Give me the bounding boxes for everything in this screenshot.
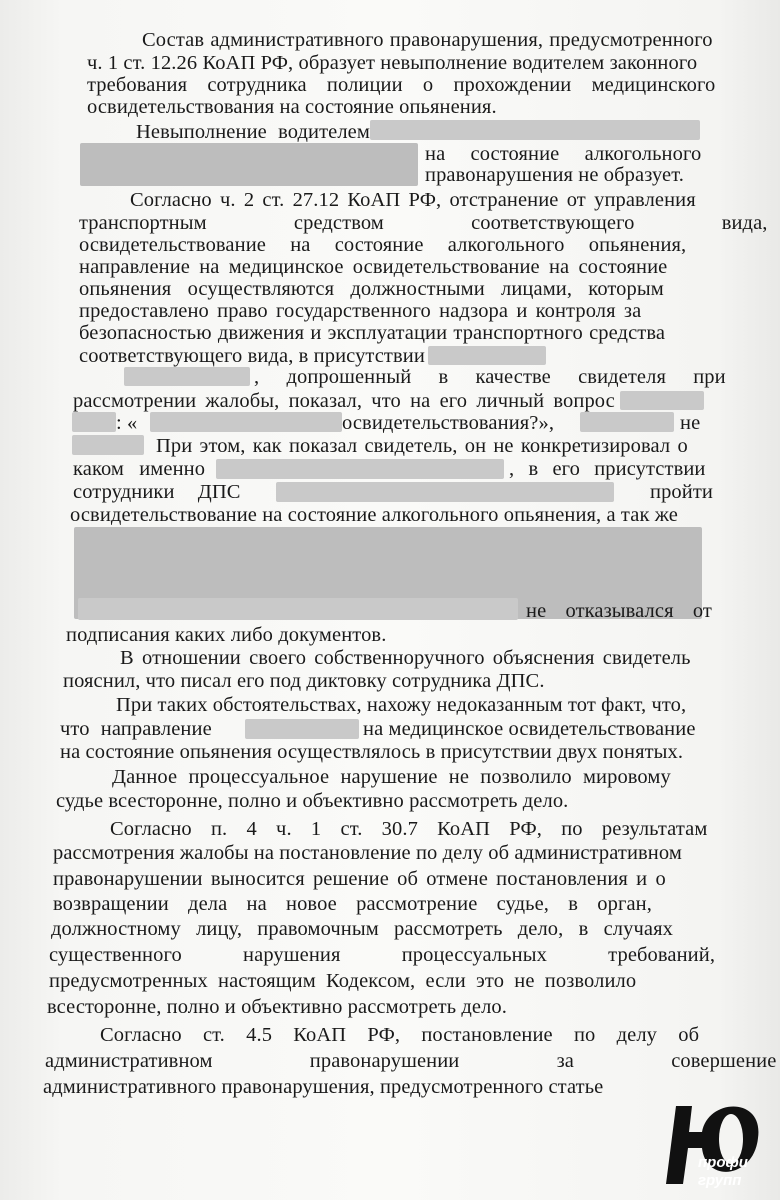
text-line: соответствующего вида, в присутствии: [79, 345, 425, 367]
redacted-block: [216, 459, 504, 479]
text-line: административном правонарушении за совершение: [45, 1050, 777, 1072]
redacted-block: [370, 120, 700, 140]
text-line: на состояние опьянения осуществлялось в присутствии двух понятых.: [60, 741, 684, 763]
text-line: возвращении дела на новое рассмотрение судье, в орган,: [53, 893, 652, 915]
text-line: правонарушения не образует.: [425, 164, 684, 186]
text-line: опьянения осуществляются должностными лицами, которым: [79, 278, 664, 300]
redacted-block: [620, 391, 704, 410]
text-line: Состав административного правонарушения, предусмотренного: [142, 29, 713, 51]
text-line: требования сотрудника полиции о прохождении медицинского: [87, 74, 716, 96]
text-line: Согласно п. 4 ч. 1 ст. 30.7 КоАП РФ, по результатам: [110, 818, 708, 840]
text-line: правонарушении выносится решение об отмене постановления и о: [53, 868, 666, 890]
text-line: : «: [116, 412, 138, 434]
redacted-block: [72, 435, 144, 455]
profi-group-logo: [658, 1088, 770, 1194]
text-line: подписания каких либо документов.: [66, 624, 387, 646]
redacted-block: [72, 412, 116, 432]
text-line: судье всесторонне, полно и объективно рассмотреть дело.: [56, 790, 569, 812]
text-line: рассмотрении жалобы, показал, что на его личный вопрос: [73, 390, 615, 412]
logo-text-line2: групп: [698, 1172, 742, 1189]
redacted-block: [276, 482, 614, 502]
text-line: В отношении своего собственноручного объяснения свидетель: [120, 647, 691, 669]
text-line: При таких обстоятельствах, нахожу недоказанным тот факт, что,: [116, 694, 687, 716]
text-line: ч. 1 ст. 12.26 КоАП РФ, образует невыполнение водителем законного: [87, 52, 698, 74]
redacted-block: [245, 719, 359, 739]
text-line: не: [680, 412, 701, 434]
text-line: пояснил, что писал его под диктовку сотрудника ДПС.: [63, 670, 545, 692]
text-line: Согласно ч. 2 ст. 27.12 КоАП РФ, отстранение от управления: [130, 189, 696, 211]
text-line: , в его присутствии: [509, 458, 706, 480]
text-line: предоставлено право государственного надзора и контроля за: [79, 300, 642, 322]
text-line: транспортным средством соответствующего вида,: [79, 212, 768, 234]
text-line: освидетельствования на состояние опьянения.: [87, 96, 497, 118]
text-line: Данное процессуальное нарушение не позволило мировому: [112, 766, 671, 788]
text-line: направление на медицинское освидетельствование на состояние: [79, 256, 668, 278]
text-line: должностному лицу, правомочным рассмотреть дело, в случаях: [51, 918, 673, 940]
redacted-block: [150, 412, 342, 432]
logo-text-line1: профи: [698, 1154, 748, 1171]
text-line: освидетельствование на состояние алкогольного опьянения,: [79, 234, 687, 256]
text-line: существенного нарушения процессуальных требований,: [49, 944, 716, 966]
text-line: на состояние алкогольного: [425, 143, 702, 165]
text-line: что направление: [60, 718, 212, 740]
text-line: всесторонне, полно и объективно рассмотреть дело.: [47, 996, 508, 1018]
text-line: административного правонарушения, предусмотренного статье: [43, 1076, 604, 1098]
text-line: При этом, как показал свидетель, он не конкретизировал о: [156, 435, 688, 457]
redacted-block: [78, 598, 518, 620]
text-line: освидетельствование на состояние алкогольного опьянения, а так же: [70, 504, 678, 526]
redacted-block: [124, 367, 250, 386]
redacted-block: [80, 143, 418, 186]
text-line: на медицинское освидетельствование: [363, 718, 696, 740]
text-line: сотрудники ДПС: [73, 481, 241, 503]
text-line: Невыполнение водителем: [136, 121, 370, 143]
text-line: освидетельствования?»,: [342, 412, 555, 434]
text-line: безопасностью движения и эксплуатации транспортного средства: [79, 322, 666, 344]
redacted-block: [428, 346, 546, 365]
text-line: пройти: [650, 481, 713, 503]
text-line: рассмотрения жалобы на постановление по делу об административном: [53, 842, 682, 864]
text-line: , допрошенный в качестве свидетеля при: [254, 366, 726, 388]
text-line: предусмотренных настоящим Кодексом, если это не позволило: [49, 970, 637, 992]
text-line: не отказывался от: [526, 600, 712, 622]
redacted-block: [580, 412, 674, 432]
text-line: Согласно ст. 4.5 КоАП РФ, постановление по делу об: [100, 1024, 700, 1046]
text-line: каком именно: [73, 458, 206, 480]
